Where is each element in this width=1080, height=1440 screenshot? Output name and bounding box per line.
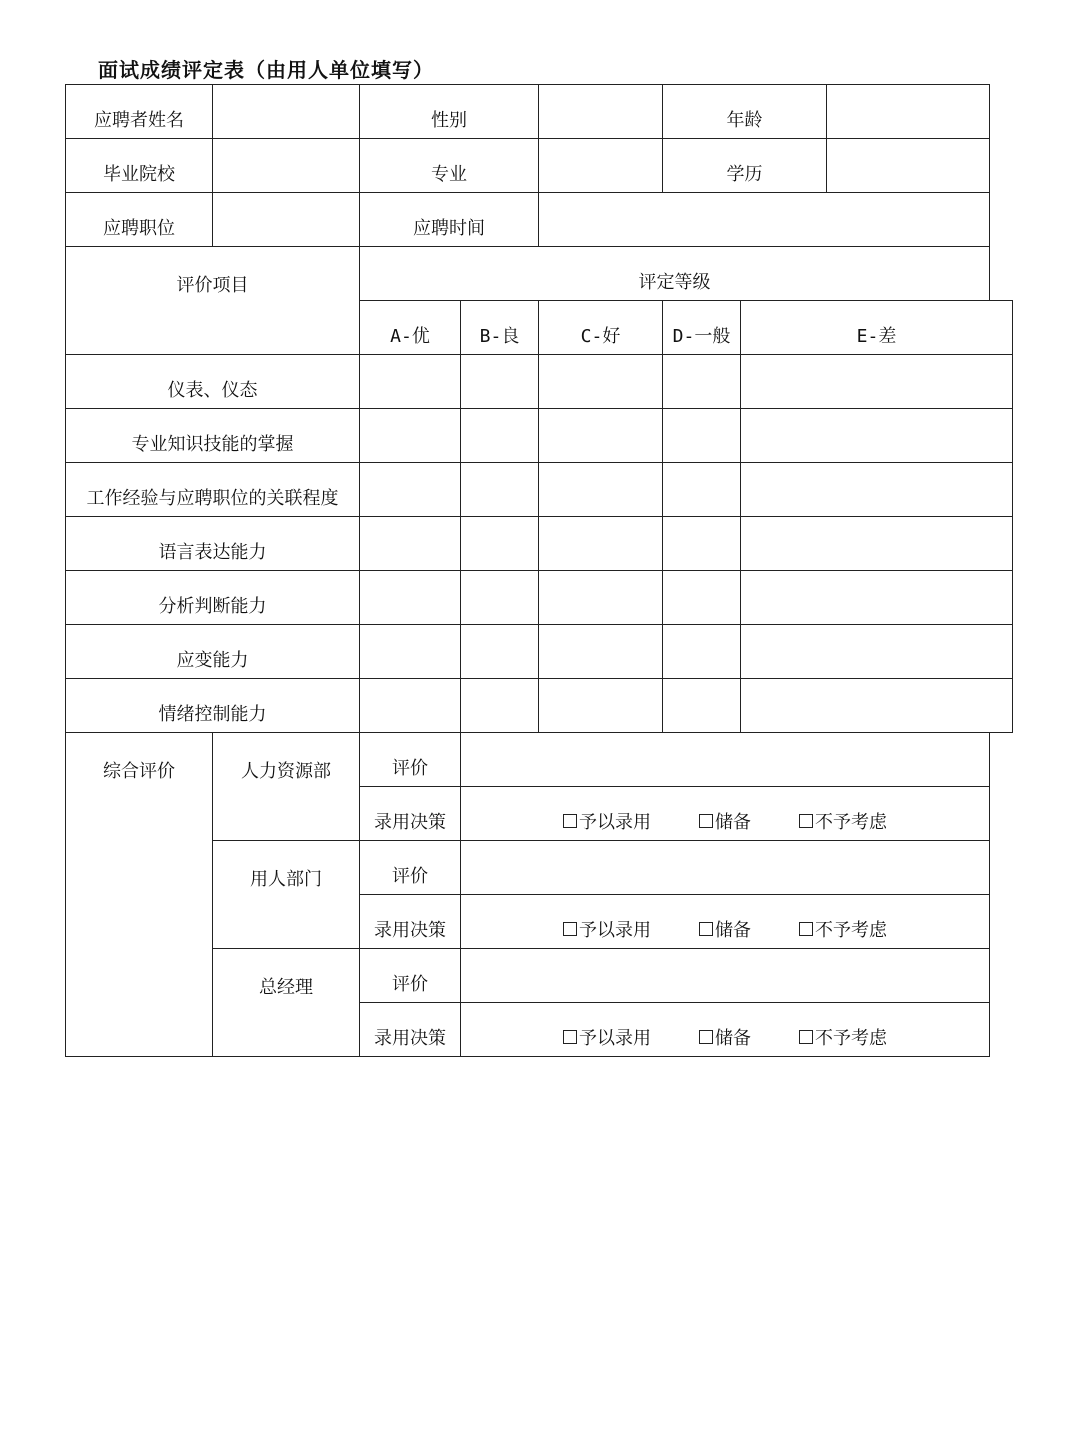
level-a: A-优 <box>360 301 461 355</box>
grade-cell-e[interactable] <box>741 571 1013 625</box>
name-field[interactable] <box>213 85 360 139</box>
grade-cell-d[interactable] <box>663 679 741 733</box>
grade-cell-e[interactable] <box>741 625 1013 679</box>
info-row-3 <box>66 193 1013 247</box>
option-reject[interactable]: 不予考虑 <box>799 808 887 834</box>
grade-cell-a[interactable] <box>360 463 461 517</box>
grade-cell-c[interactable] <box>539 463 663 517</box>
time-label: 应聘时间 <box>360 193 539 247</box>
age-field[interactable] <box>827 85 990 139</box>
option-reserve[interactable]: 储备 <box>699 916 751 942</box>
grade-cell-d[interactable] <box>663 571 741 625</box>
grade-cell-a[interactable] <box>360 517 461 571</box>
checkbox[interactable] <box>699 814 713 828</box>
grade-cell-c[interactable] <box>539 625 663 679</box>
grade-cell-c[interactable] <box>539 571 663 625</box>
option-reject[interactable]: 不予考虑 <box>799 916 887 942</box>
grade-cell-b[interactable] <box>461 625 539 679</box>
item-label: 分析判断能力 <box>66 571 360 625</box>
evaluation-field[interactable] <box>461 841 990 895</box>
checkbox[interactable] <box>563 1030 577 1044</box>
department-hiring: 用人部门 <box>213 841 360 949</box>
department-gm: 总经理 <box>213 949 360 1057</box>
info-row-2 <box>66 139 1013 193</box>
major-field[interactable] <box>539 139 663 193</box>
grade-cell-d[interactable] <box>663 625 741 679</box>
name-label: 应聘者姓名 <box>66 85 213 139</box>
department-hr: 人力资源部 <box>213 733 360 841</box>
form-title: 面试成绩评定表（由用人单位填写） <box>98 58 434 82</box>
grade-cell-e[interactable] <box>741 355 1013 409</box>
education-label: 学历 <box>663 139 827 193</box>
option-reject[interactable]: 不予考虑 <box>799 1024 887 1050</box>
grade-cell-b[interactable] <box>461 355 539 409</box>
checkbox[interactable] <box>799 814 813 828</box>
evaluation-label: 评价 <box>360 733 461 787</box>
level-e: E-差 <box>741 301 1013 355</box>
item-label: 专业知识技能的掌握 <box>66 409 360 463</box>
option-reserve[interactable]: 储备 <box>699 1024 751 1050</box>
item-label: 情绪控制能力 <box>66 679 360 733</box>
grading-item-row <box>66 679 1013 733</box>
grade-cell-d[interactable] <box>663 409 741 463</box>
item-label: 应变能力 <box>66 625 360 679</box>
level-d: D-一般 <box>663 301 741 355</box>
grade-cell-a[interactable] <box>360 355 461 409</box>
item-label: 工作经验与应聘职位的关联程度 <box>66 463 360 517</box>
decision-options <box>461 1003 990 1057</box>
info-row-1 <box>66 85 1013 139</box>
grade-cell-a[interactable] <box>360 409 461 463</box>
decision-options <box>461 787 990 841</box>
level-c: C-好 <box>539 301 663 355</box>
grade-cell-e[interactable] <box>741 463 1013 517</box>
grade-cell-d[interactable] <box>663 355 741 409</box>
grade-cell-e[interactable] <box>741 679 1013 733</box>
grade-cell-a[interactable] <box>360 679 461 733</box>
decision-label: 录用决策 <box>360 895 461 949</box>
grade-cell-c[interactable] <box>539 355 663 409</box>
checkbox[interactable] <box>699 1030 713 1044</box>
grade-cell-b[interactable] <box>461 571 539 625</box>
grade-cell-e[interactable] <box>741 517 1013 571</box>
evaluation-label: 评价 <box>360 949 461 1003</box>
checkbox[interactable] <box>699 922 713 936</box>
grade-cell-d[interactable] <box>663 463 741 517</box>
time-field[interactable] <box>539 193 990 247</box>
option-hire[interactable]: 予以录用 <box>563 1024 651 1050</box>
level-header: 评定等级 <box>360 247 990 301</box>
grading-item-row <box>66 409 1013 463</box>
decision-label: 录用决策 <box>360 1003 461 1057</box>
grading-item-row <box>66 625 1013 679</box>
decision-options <box>461 895 990 949</box>
checkbox[interactable] <box>799 1030 813 1044</box>
major-label: 专业 <box>360 139 539 193</box>
summary-row <box>66 733 1013 787</box>
option-reserve[interactable]: 储备 <box>699 808 751 834</box>
position-field[interactable] <box>213 193 360 247</box>
school-label: 毕业院校 <box>66 139 213 193</box>
grade-cell-c[interactable] <box>539 409 663 463</box>
grade-cell-a[interactable] <box>360 625 461 679</box>
level-b: B-良 <box>461 301 539 355</box>
decision-label: 录用决策 <box>360 787 461 841</box>
grade-cell-d[interactable] <box>663 517 741 571</box>
grade-cell-b[interactable] <box>461 409 539 463</box>
item-label: 语言表达能力 <box>66 517 360 571</box>
grade-cell-b[interactable] <box>461 463 539 517</box>
evaluation-label: 评价 <box>360 841 461 895</box>
grading-item-row <box>66 517 1013 571</box>
grade-cell-b[interactable] <box>461 679 539 733</box>
option-hire[interactable]: 予以录用 <box>563 916 651 942</box>
evaluation-field[interactable] <box>461 733 990 787</box>
summary-label: 综合评价 <box>66 733 213 1057</box>
checkbox[interactable] <box>563 814 577 828</box>
grading-item-row <box>66 463 1013 517</box>
grade-cell-e[interactable] <box>741 409 1013 463</box>
grading-item-row <box>66 355 1013 409</box>
option-hire[interactable]: 予以录用 <box>563 808 651 834</box>
interview-evaluation-table <box>65 84 1013 1057</box>
checkbox[interactable] <box>799 922 813 936</box>
gender-field[interactable] <box>539 85 663 139</box>
item-header: 评价项目 <box>66 247 360 355</box>
grade-cell-a[interactable] <box>360 571 461 625</box>
age-label: 年龄 <box>663 85 827 139</box>
education-field[interactable] <box>827 139 990 193</box>
gender-label: 性别 <box>360 85 539 139</box>
grade-cell-c[interactable] <box>539 679 663 733</box>
grading-header-row <box>66 247 1013 301</box>
grade-cell-b[interactable] <box>461 517 539 571</box>
checkbox[interactable] <box>563 922 577 936</box>
school-field[interactable] <box>213 139 360 193</box>
evaluation-field[interactable] <box>461 949 990 1003</box>
item-label: 仪表、仪态 <box>66 355 360 409</box>
grade-cell-c[interactable] <box>539 517 663 571</box>
position-label: 应聘职位 <box>66 193 213 247</box>
grading-item-row <box>66 571 1013 625</box>
